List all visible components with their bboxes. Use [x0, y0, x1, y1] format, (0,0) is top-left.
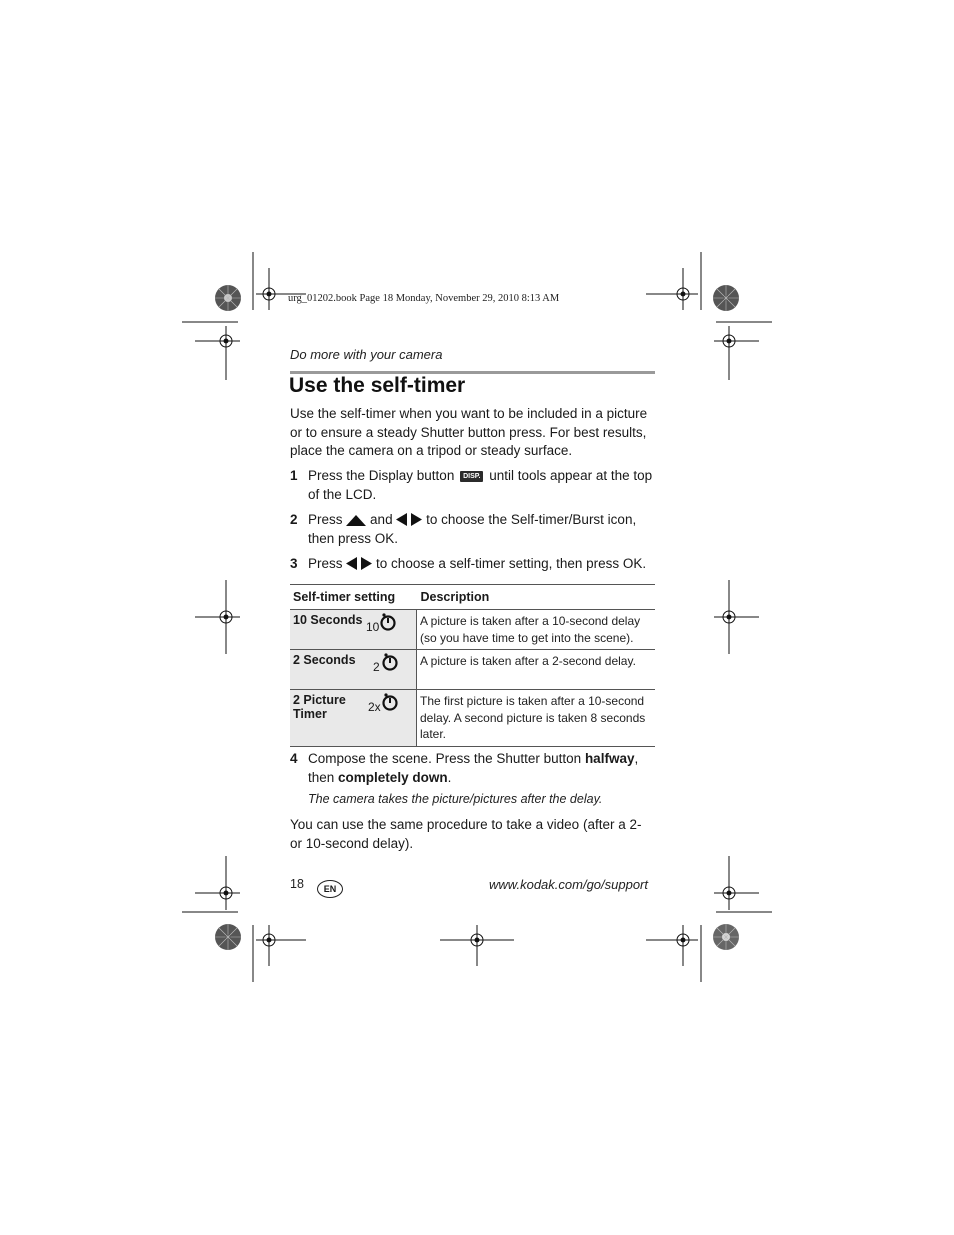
timer-icon-label: 2x	[368, 700, 381, 714]
page-number: 18	[290, 877, 304, 891]
step-emphasis: completely down	[338, 769, 448, 785]
running-head: Do more with your camera	[290, 347, 443, 362]
self-timer-table	[290, 584, 655, 747]
table-row	[290, 690, 655, 747]
step-emphasis: halfway	[584, 751, 635, 766]
setting-cell	[290, 610, 417, 650]
setting-cell	[290, 690, 417, 747]
step-text: , then	[308, 751, 639, 785]
left-right-arrows-icon	[396, 513, 422, 526]
step-text: and	[370, 512, 393, 527]
column-header: Description	[417, 585, 656, 610]
description-cell: A picture is taken after a 10-second delay (so you have time to get into the scene).	[417, 610, 656, 650]
step-number: 4	[290, 751, 298, 766]
step-number: 2	[290, 512, 298, 527]
page-title: Use the self-timer	[289, 374, 466, 397]
column-header: Self-timer setting	[290, 585, 417, 610]
step-text: Compose the scene. Press the Shutter button	[308, 751, 582, 766]
step-text: Press	[308, 512, 343, 527]
description-cell: The first picture is taken after a 10-second delay. A second picture is taken 8 seconds later.	[417, 690, 656, 747]
left-right-arrows-icon	[346, 557, 372, 570]
setting-label: 2 Seconds	[293, 653, 356, 667]
print-slug: urg_01202.book Page 18 Monday, November 29, 2010 8:13 AM	[288, 293, 560, 304]
self-timer-icon	[368, 692, 400, 716]
setting-label: 10 Seconds	[293, 613, 363, 627]
timer-icon	[380, 692, 400, 712]
timer-icon-label: 2	[373, 660, 380, 674]
display-button-icon: DISP.	[460, 471, 483, 482]
step-text: Press	[308, 556, 343, 571]
description-cell: A picture is taken after a 2-second delay.	[417, 650, 656, 690]
closing-paragraph: You can use the same procedure to take a video (after a 2- or 10-second delay).	[290, 817, 642, 851]
setting-label: 2 Picture Timer	[293, 693, 346, 721]
step-note: The camera takes the picture/pictures after the delay.	[308, 792, 603, 806]
support-url: www.kodak.com/go/support	[489, 877, 648, 892]
step-text: to choose a self-timer setting, then press OK.	[376, 556, 647, 571]
step-number: 3	[290, 556, 298, 571]
step-text: Press the Display button	[308, 468, 455, 483]
self-timer-icon	[370, 652, 400, 676]
step-number: 1	[290, 468, 298, 483]
setting-cell	[290, 650, 417, 690]
timer-icon	[378, 612, 398, 632]
step-text: until tools appear at the top of the LCD.	[308, 468, 653, 502]
table-row	[290, 610, 655, 650]
table-header-row	[290, 585, 655, 610]
step-text: .	[447, 769, 452, 785]
timer-icon-label: 10	[366, 620, 380, 634]
intro-paragraph: Use the self-timer when you want to be included in a picture or to ensure a steady Shutter button press. For best results, place the camera on a tripod or steady surface.	[290, 406, 648, 458]
self-timer-icon	[366, 612, 400, 636]
up-arrow-icon	[346, 515, 366, 526]
table-row	[290, 650, 655, 690]
language-badge: EN	[317, 880, 343, 898]
timer-icon	[380, 652, 400, 672]
step-text: to choose the Self-timer/Burst icon, then press OK.	[308, 512, 637, 546]
